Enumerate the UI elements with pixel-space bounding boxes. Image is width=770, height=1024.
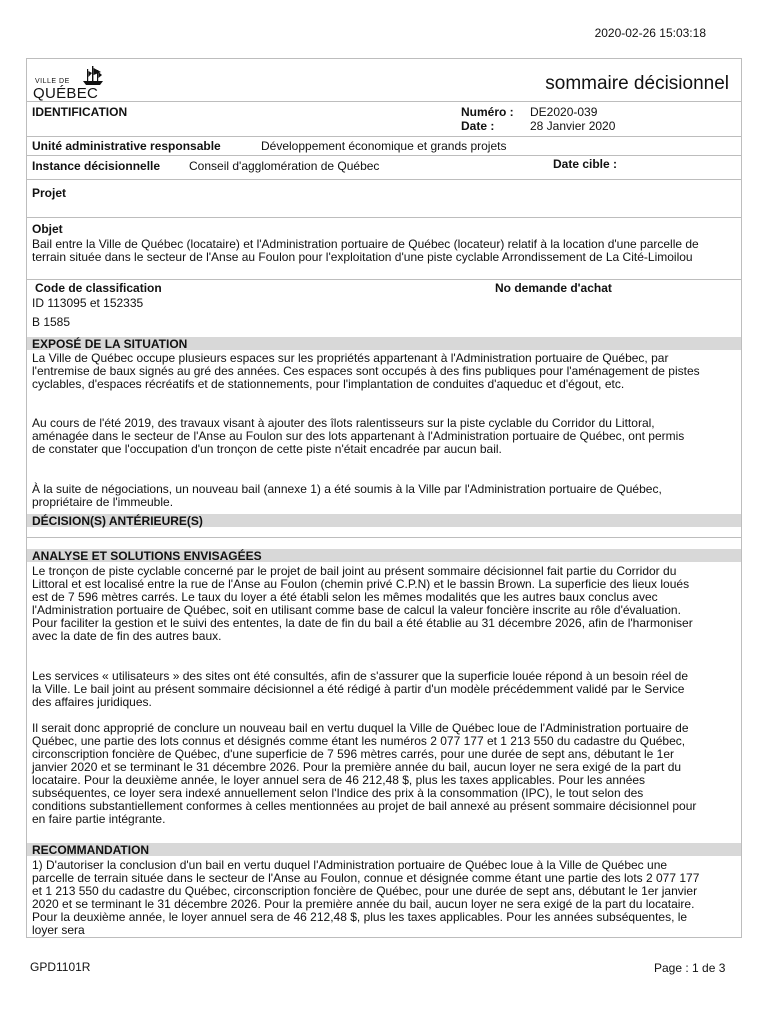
divider xyxy=(27,217,741,218)
page-title: sommaire décisionnel xyxy=(545,73,729,94)
classification-line2: B 1585 xyxy=(32,315,71,329)
divider xyxy=(27,136,741,137)
expose-paragraph: La Ville de Québec occupe plusieurs espaces sur les propriétés appartenant à l'Administration portuaire de Québec, par l'entremise de baux signés au gré des années. Ces espaces sont occupés à des fins publiques pour l'aménagement de pistes cyclables, d'espaces récréatifs et de stationnements, pour l'implantation de conduites d'aqueduc et d'égout, etc. xyxy=(32,351,700,391)
date-value: 28 Janvier 2020 xyxy=(530,119,616,133)
expose-paragraph: À la suite de négociations, un nouveau bail (annexe 1) a été soumis à la Ville par l'Administration portuaire de Québec, propriétaire de l'immeuble. xyxy=(32,482,662,509)
expose-paragraph: Au cours de l'été 2019, des travaux visant à ajouter des îlots ralentisseurs sur la piste cyclable du Corridor du Littoral, aménagée dans le secteur de l'Anse au Foulon sur des lots appartenant à l'Administration portuaire de Québec, ont permis de constater que l'occupation d'un tronçon de cette piste n'était encadrée par aucun bail. xyxy=(32,416,685,456)
classification-line1: ID 113095 et 152335 xyxy=(32,296,144,310)
objet-label: Objet xyxy=(32,222,63,236)
analyse-paragraph: Les services « utilisateurs » des sites ont été consultés, afin de s'assurer que la superficie louée répond à un besoin réel de la Ville. Le bail joint au présent sommaire décisionnel a été rédigé à partir d'un modèle précédemment validé par le Service des affaires juridiques. xyxy=(32,669,689,709)
document-frame xyxy=(26,58,742,938)
projet-label: Projet xyxy=(32,186,67,200)
divider xyxy=(27,155,741,156)
timestamp: 2020-02-26 15:03:18 xyxy=(594,26,706,40)
objet-text: Bail entre la Ville de Québec (locataire) et l'Administration portuaire de Québec (locateur) relatif à la location d'une parcelle de terrain située dans le secteur de l'Anse au Foulon pour l'exploitation d'une piste cyclable Arrondissement de La Cité-Limoilou xyxy=(32,237,699,264)
analyse-header: ANALYSE ET SOLUTIONS ENVISAGÉES xyxy=(27,549,741,562)
logo-line2: QUÉBEC xyxy=(33,85,99,102)
unite-label: Unité administrative responsable xyxy=(32,139,221,153)
divider xyxy=(27,101,741,102)
date-cible-label: Date cible : xyxy=(553,157,618,171)
ville-de-quebec-logo xyxy=(33,65,115,101)
logo-line1: VILLE DE xyxy=(35,78,70,85)
identification-label: IDENTIFICATION xyxy=(32,105,128,119)
recommandation-header: RECOMMANDATION xyxy=(27,843,741,856)
instance-label: Instance décisionnelle xyxy=(32,159,161,173)
unite-value: Développement économique et grands projets xyxy=(261,139,507,153)
page-indicator: Page : 1 de 3 xyxy=(654,961,726,975)
analyse-paragraph: Le tronçon de piste cyclable concerné par le projet de bail joint au présent sommaire décisionnel fait partie du Corridor du Littoral et est localisé entre la rue de l'Anse au Foulon (chemin privé C.P.N) et le bassin Brown. La superficie des lieux loués est de 7 596 mètres carrés. Le taux du loyer a été établi selon les mêmes modalités que les autres baux conclus avec l'Administration portuaire de Québec, soit en utilisant comme base de calcul la valeur foncière inscrite au rôle d'évaluation. Pour faciliter la gestion et le suivi des ententes, la date de fin du bail a été établie au 31 décembre 2026, afin de l'harmoniser avec la date de fin des autres baux. xyxy=(32,564,693,643)
divider xyxy=(27,179,741,180)
achat-label: No demande d'achat xyxy=(495,281,612,295)
divider xyxy=(27,537,741,538)
recommandation-paragraph: 1) D'autoriser la conclusion d'un bail en vertu duquel l'Administration portuaire de Québec loue à la Ville de Québec une parcelle de terrain située dans le secteur de l'Anse au Foulon, connue et désignée comme étant une partie des lots 2 077 177 et 1 213 550 du cadastre du Québec, circonscription foncière de Québec, pour une durée de sept ans, débutant le 1er janvier 2020 et se terminant le 31 décembre 2026. Pour la première année du bail, aucun loyer ne sera exigé de la part du locataire. Pour la deuxième année, le loyer annuel sera de 46 212,48 $, plus les taxes applicables. Pour les années subséquentes, le loyer sera xyxy=(32,858,700,937)
divider xyxy=(27,279,741,280)
footer-code: GPD1101R xyxy=(30,960,91,974)
analyse-paragraph: Il serait donc approprié de conclure un nouveau bail en vertu duquel la Ville de Québec loue de l'Administration portuaire de Québec, une partie des lots connus et désignés comme étant les numéros 2 077 177 et 1 213 550 du cadastre du Québec, circonscription foncière de Québec, d'une superficie de 7 596 mètres carrés, pour une durée de sept ans, débutant le 1er janvier 2020 et se terminant le 31 décembre 2026. Pour la première année du bail, aucun loyer ne sera exigé de la part du locataire. Pour la deuxième année, le loyer annuel sera de 46 212,48 $, plus les taxes applicables. Pour les années subséquentes, ce loyer sera indexé annuellement selon l'Indice des prix à la consommation (IPC), le tout selon des conditions substantiellement conformes à celles mentionnées au projet de bail annexé au présent sommaire décisionnel pour en faire partie intégrante. xyxy=(32,721,697,826)
decisions-header: DÉCISION(S) ANTÉRIEURE(S) xyxy=(27,514,741,527)
numero-value: DE2020-039 xyxy=(530,105,598,119)
numero-label: Numéro : xyxy=(461,105,514,119)
instance-value: Conseil d'agglomération de Québec xyxy=(189,159,380,173)
date-label: Date : xyxy=(461,119,495,133)
classification-label: Code de classification xyxy=(35,281,162,295)
expose-header: EXPOSÉ DE LA SITUATION xyxy=(27,337,741,350)
ship-icon xyxy=(81,65,105,87)
